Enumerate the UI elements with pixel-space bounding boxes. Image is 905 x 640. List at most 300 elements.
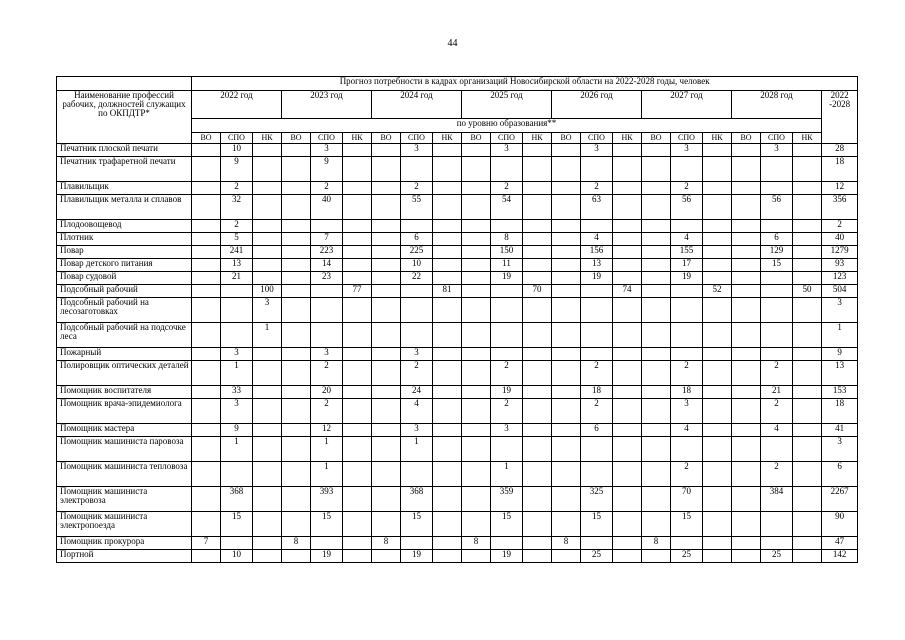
value-cell <box>462 246 491 259</box>
total-cell: 6 <box>822 462 858 487</box>
value-cell <box>793 386 822 399</box>
value-cell <box>523 182 552 195</box>
value-cell <box>372 195 401 220</box>
value-cell: 3 <box>581 144 613 157</box>
value-cell <box>552 323 581 348</box>
value-cell: 359 <box>491 487 523 512</box>
value-cell: 12 <box>311 424 343 437</box>
value-cell <box>192 220 221 233</box>
value-cell: 241 <box>221 246 253 259</box>
value-cell <box>401 220 433 233</box>
value-cell <box>343 487 372 512</box>
value-cell <box>581 462 613 487</box>
value-cell <box>703 399 732 424</box>
value-cell <box>253 157 282 182</box>
value-cell <box>282 323 311 348</box>
value-cell <box>282 233 311 246</box>
value-cell <box>761 437 793 462</box>
value-cell <box>491 220 523 233</box>
value-cell <box>192 246 221 259</box>
value-cell: 14 <box>311 259 343 272</box>
value-cell <box>703 157 732 182</box>
value-cell <box>523 323 552 348</box>
profession-name: Подсобный рабочий <box>57 285 192 298</box>
profession-name: Повар судовой <box>57 272 192 285</box>
value-cell: 1 <box>491 462 523 487</box>
value-cell <box>372 220 401 233</box>
value-cell: 19 <box>491 272 523 285</box>
header-blank-cell <box>57 77 192 91</box>
value-cell: 384 <box>761 487 793 512</box>
value-cell <box>793 272 822 285</box>
value-cell <box>703 323 732 348</box>
value-cell <box>192 272 221 285</box>
value-cell <box>253 487 282 512</box>
value-cell <box>372 550 401 563</box>
value-cell <box>793 487 822 512</box>
value-cell <box>793 437 822 462</box>
table-row <box>57 272 858 285</box>
value-cell <box>523 361 552 386</box>
value-cell: 21 <box>761 386 793 399</box>
value-cell <box>343 259 372 272</box>
value-cell <box>732 182 761 195</box>
value-cell <box>462 550 491 563</box>
value-cell <box>401 285 433 298</box>
value-cell <box>433 298 462 323</box>
education-code-header: СПО <box>491 133 523 144</box>
value-cell <box>282 361 311 386</box>
value-cell <box>462 157 491 182</box>
value-cell: 25 <box>671 550 703 563</box>
value-cell <box>552 285 581 298</box>
value-cell <box>372 182 401 195</box>
value-cell <box>433 537 462 550</box>
value-cell <box>552 386 581 399</box>
value-cell: 2 <box>221 182 253 195</box>
value-cell <box>703 348 732 361</box>
value-cell <box>282 512 311 537</box>
profession-name: Помощник машиниста электропоезда <box>57 512 192 537</box>
value-cell <box>642 272 671 285</box>
value-cell <box>433 361 462 386</box>
value-cell <box>581 298 613 323</box>
value-cell: 3 <box>671 399 703 424</box>
total-cell: 18 <box>822 157 858 182</box>
value-cell <box>581 537 613 550</box>
value-cell <box>552 437 581 462</box>
total-cell: 3 <box>822 437 858 462</box>
value-cell: 3 <box>311 348 343 361</box>
value-cell <box>613 220 642 233</box>
value-cell <box>552 487 581 512</box>
value-cell <box>613 233 642 246</box>
total-cell: 9 <box>822 348 858 361</box>
value-cell <box>192 195 221 220</box>
value-cell: 2 <box>761 399 793 424</box>
value-cell: 74 <box>613 285 642 298</box>
value-cell <box>253 272 282 285</box>
value-cell <box>613 462 642 487</box>
value-cell <box>761 537 793 550</box>
value-cell: 3 <box>491 424 523 437</box>
value-cell <box>491 537 523 550</box>
education-code-header: НК <box>253 133 282 144</box>
value-cell <box>282 220 311 233</box>
year-header: 2026 год <box>552 91 642 119</box>
education-code-header: ВО <box>642 133 671 144</box>
value-cell <box>552 272 581 285</box>
education-code-header: ВО <box>462 133 491 144</box>
value-cell: 15 <box>761 259 793 272</box>
value-cell: 56 <box>761 195 793 220</box>
value-cell <box>343 399 372 424</box>
value-cell <box>253 399 282 424</box>
value-cell <box>732 437 761 462</box>
value-cell <box>732 195 761 220</box>
value-cell <box>793 195 822 220</box>
value-cell <box>523 437 552 462</box>
value-cell <box>311 323 343 348</box>
value-cell <box>282 424 311 437</box>
value-cell <box>613 157 642 182</box>
value-cell <box>732 537 761 550</box>
value-cell <box>372 361 401 386</box>
value-cell: 2 <box>581 361 613 386</box>
value-cell <box>462 195 491 220</box>
value-cell <box>192 233 221 246</box>
value-cell: 15 <box>311 512 343 537</box>
table-row <box>57 399 858 424</box>
value-cell: 8 <box>462 537 491 550</box>
total-cell: 47 <box>822 537 858 550</box>
value-cell <box>253 512 282 537</box>
value-cell <box>671 537 703 550</box>
value-cell <box>433 323 462 348</box>
table-row <box>57 298 858 323</box>
profession-name: Плодоовощевод <box>57 220 192 233</box>
value-cell: 25 <box>761 550 793 563</box>
value-cell <box>462 220 491 233</box>
value-cell: 24 <box>401 386 433 399</box>
value-cell <box>613 272 642 285</box>
value-cell <box>642 220 671 233</box>
education-code-header: СПО <box>401 133 433 144</box>
table-row <box>57 424 858 437</box>
value-cell <box>462 487 491 512</box>
education-code-header: ВО <box>372 133 401 144</box>
total-cell: 153 <box>822 386 858 399</box>
value-cell <box>732 487 761 512</box>
value-cell <box>462 144 491 157</box>
value-cell <box>552 361 581 386</box>
value-cell <box>732 298 761 323</box>
year-header: 2027 год <box>642 91 732 119</box>
value-cell: 2 <box>761 361 793 386</box>
total-cell: 13 <box>822 361 858 386</box>
value-cell <box>642 512 671 537</box>
page-number: 44 <box>447 38 458 49</box>
value-cell: 9 <box>221 424 253 437</box>
total-cell: 504 <box>822 285 858 298</box>
value-cell <box>462 399 491 424</box>
value-cell <box>192 386 221 399</box>
value-cell <box>372 512 401 537</box>
education-code-header: НК <box>703 133 732 144</box>
value-cell <box>253 424 282 437</box>
value-cell <box>552 424 581 437</box>
value-cell <box>793 550 822 563</box>
value-cell: 5 <box>221 233 253 246</box>
value-cell <box>523 424 552 437</box>
profession-name: Повар детского питания <box>57 259 192 272</box>
value-cell: 15 <box>401 512 433 537</box>
value-cell <box>642 182 671 195</box>
value-cell <box>703 462 732 487</box>
value-cell <box>642 298 671 323</box>
value-cell <box>433 246 462 259</box>
value-cell <box>192 323 221 348</box>
value-cell <box>613 550 642 563</box>
value-cell <box>462 348 491 361</box>
value-cell <box>192 361 221 386</box>
value-cell <box>221 537 253 550</box>
education-code-header: СПО <box>311 133 343 144</box>
value-cell: 3 <box>253 298 282 323</box>
table-row <box>57 285 858 298</box>
value-cell <box>732 259 761 272</box>
value-cell <box>761 285 793 298</box>
value-cell: 2 <box>491 361 523 386</box>
value-cell <box>613 323 642 348</box>
value-cell <box>253 246 282 259</box>
total-cell: 123 <box>822 272 858 285</box>
value-cell <box>343 272 372 285</box>
value-cell: 70 <box>671 487 703 512</box>
value-cell: 150 <box>491 246 523 259</box>
value-cell: 15 <box>491 512 523 537</box>
value-cell: 25 <box>581 550 613 563</box>
profession-name: Подсобный рабочий на подсочке леса <box>57 323 192 348</box>
value-cell <box>552 298 581 323</box>
value-cell: 4 <box>581 233 613 246</box>
value-cell <box>311 285 343 298</box>
value-cell: 7 <box>311 233 343 246</box>
table-row <box>57 462 858 487</box>
value-cell: 3 <box>221 348 253 361</box>
value-cell <box>433 348 462 361</box>
value-cell: 8 <box>491 233 523 246</box>
value-cell <box>253 437 282 462</box>
value-cell: 4 <box>761 424 793 437</box>
profession-name: Помощник врача-эпидемиолога <box>57 399 192 424</box>
value-cell <box>732 220 761 233</box>
value-cell <box>282 195 311 220</box>
value-cell: 22 <box>401 272 433 285</box>
value-cell <box>671 348 703 361</box>
profession-name: Повар <box>57 246 192 259</box>
value-cell <box>462 298 491 323</box>
education-code-header: НК <box>523 133 552 144</box>
total-cell: 2 <box>822 220 858 233</box>
value-cell <box>433 424 462 437</box>
value-cell <box>613 246 642 259</box>
value-cell <box>642 285 671 298</box>
education-code-header: НК <box>343 133 372 144</box>
value-cell: 19 <box>401 550 433 563</box>
value-cell <box>613 386 642 399</box>
value-cell: 23 <box>311 272 343 285</box>
value-cell <box>703 437 732 462</box>
value-cell <box>613 399 642 424</box>
value-cell <box>311 537 343 550</box>
value-cell <box>642 462 671 487</box>
value-cell <box>761 512 793 537</box>
value-cell: 3 <box>491 144 523 157</box>
value-cell <box>613 537 642 550</box>
value-cell <box>793 512 822 537</box>
profession-name: Плотник <box>57 233 192 246</box>
value-cell: 2 <box>401 182 433 195</box>
value-cell <box>282 246 311 259</box>
value-cell <box>703 182 732 195</box>
table-row <box>57 233 858 246</box>
value-cell: 1 <box>221 361 253 386</box>
value-cell <box>221 298 253 323</box>
total-cell: 2267 <box>822 487 858 512</box>
value-cell: 2 <box>311 399 343 424</box>
table-row <box>57 348 858 361</box>
value-cell <box>343 144 372 157</box>
value-cell <box>372 157 401 182</box>
profession-name: Пожарный <box>57 348 192 361</box>
value-cell <box>552 246 581 259</box>
value-cell <box>613 298 642 323</box>
value-cell <box>343 182 372 195</box>
total-cell: 12 <box>822 182 858 195</box>
education-code-header: ВО <box>282 133 311 144</box>
value-cell <box>613 424 642 437</box>
value-cell: 155 <box>671 246 703 259</box>
value-cell <box>671 323 703 348</box>
value-cell <box>703 259 732 272</box>
value-cell: 9 <box>311 157 343 182</box>
total-cell: 3 <box>822 298 858 323</box>
value-cell: 6 <box>581 424 613 437</box>
value-cell <box>523 399 552 424</box>
value-cell: 4 <box>401 399 433 424</box>
value-cell: 2 <box>221 220 253 233</box>
education-code-header: ВО <box>552 133 581 144</box>
value-cell <box>253 348 282 361</box>
profession-name: Помощник машиниста электровоза <box>57 487 192 512</box>
value-cell <box>192 462 221 487</box>
value-cell <box>523 462 552 487</box>
value-cell: 129 <box>761 246 793 259</box>
value-cell <box>523 220 552 233</box>
value-cell <box>613 437 642 462</box>
table-row <box>57 361 858 386</box>
value-cell <box>732 386 761 399</box>
value-cell <box>793 157 822 182</box>
value-cell <box>192 399 221 424</box>
value-cell: 2 <box>581 399 613 424</box>
value-cell <box>523 259 552 272</box>
value-cell <box>703 246 732 259</box>
value-cell <box>192 550 221 563</box>
value-cell <box>793 424 822 437</box>
value-cell <box>642 157 671 182</box>
table-row <box>57 182 858 195</box>
year-header: 2023 год <box>282 91 372 119</box>
value-cell: 19 <box>491 386 523 399</box>
value-cell <box>433 195 462 220</box>
value-cell <box>311 220 343 233</box>
total-cell: 28 <box>822 144 858 157</box>
value-cell <box>282 298 311 323</box>
value-cell <box>581 220 613 233</box>
value-cell <box>253 462 282 487</box>
value-cell <box>372 487 401 512</box>
value-cell <box>552 259 581 272</box>
total-cell: 1 <box>822 323 858 348</box>
education-code-header: НК <box>793 133 822 144</box>
value-cell <box>581 437 613 462</box>
value-cell <box>703 220 732 233</box>
value-cell <box>793 233 822 246</box>
value-cell <box>552 512 581 537</box>
value-cell <box>761 157 793 182</box>
value-cell <box>253 182 282 195</box>
education-code-header: ВО <box>192 133 221 144</box>
value-cell <box>703 487 732 512</box>
value-cell: 50 <box>793 285 822 298</box>
value-cell <box>192 512 221 537</box>
value-cell <box>343 550 372 563</box>
table-row <box>57 512 858 537</box>
value-cell <box>253 537 282 550</box>
value-cell <box>671 437 703 462</box>
value-cell <box>552 157 581 182</box>
value-cell: 1 <box>401 437 433 462</box>
value-cell: 10 <box>401 259 433 272</box>
profession-name: Помощник мастера <box>57 424 192 437</box>
value-cell <box>491 323 523 348</box>
value-cell <box>343 512 372 537</box>
value-cell: 20 <box>311 386 343 399</box>
value-cell <box>401 462 433 487</box>
value-cell: 10 <box>221 144 253 157</box>
value-cell: 19 <box>311 550 343 563</box>
value-cell <box>523 512 552 537</box>
table-row <box>57 220 858 233</box>
table-row <box>57 537 858 550</box>
value-cell <box>703 195 732 220</box>
value-cell <box>703 233 732 246</box>
value-cell <box>793 348 822 361</box>
value-cell <box>642 487 671 512</box>
value-cell <box>761 298 793 323</box>
value-cell: 17 <box>671 259 703 272</box>
value-cell: 3 <box>761 144 793 157</box>
value-cell <box>703 424 732 437</box>
value-cell <box>282 272 311 285</box>
value-cell <box>703 144 732 157</box>
value-cell: 7 <box>192 537 221 550</box>
value-cell <box>761 323 793 348</box>
year-header: 2028 год <box>732 91 822 119</box>
value-cell <box>671 285 703 298</box>
